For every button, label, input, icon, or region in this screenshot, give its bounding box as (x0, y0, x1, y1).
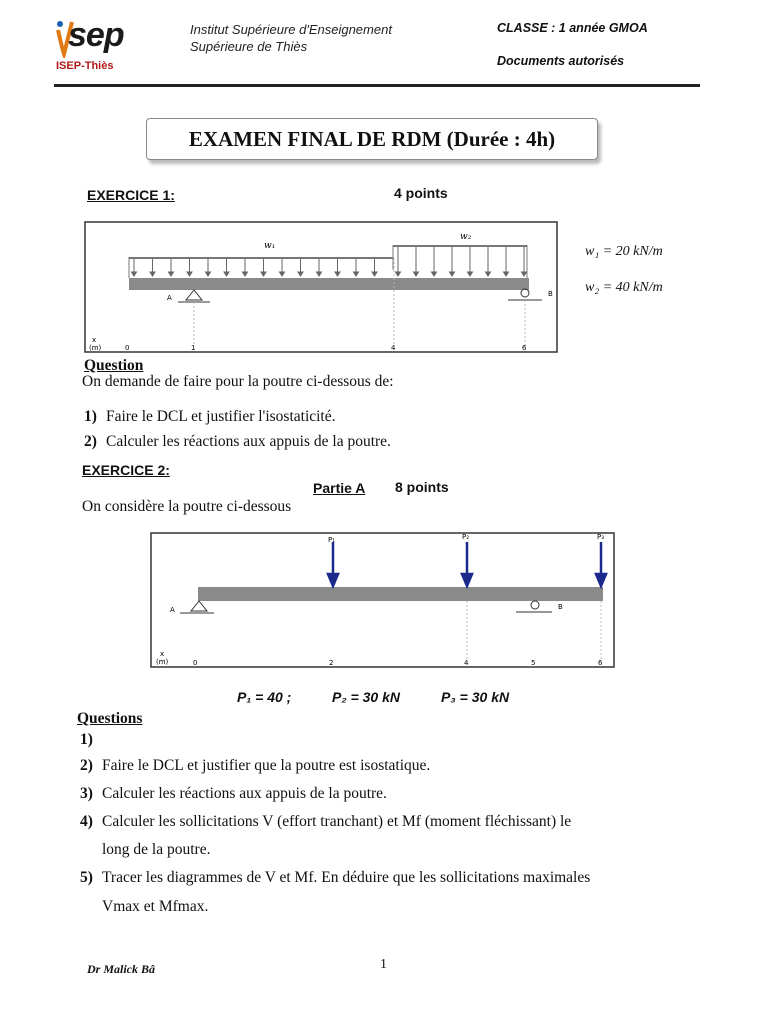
question-number: 5) (80, 869, 93, 886)
x-axis-label: x (m) (156, 650, 169, 666)
question-item (80, 757, 430, 775)
question-item (80, 869, 590, 887)
p2-label: P₂ (462, 533, 470, 541)
exercise-2-heading: EXERCICE 2: (82, 462, 170, 478)
tick-label: 4 (391, 344, 396, 352)
support-b-label: B (548, 290, 553, 298)
institution-line-1: Institut Supérieure d'Enseignement (190, 22, 392, 37)
load-p1: P₁ = 40 ; (237, 689, 292, 705)
question-text: Vmax et Mfmax. (102, 898, 209, 915)
questions-heading: Questions (77, 710, 143, 727)
exam-title-box (146, 118, 598, 160)
exercise-1-points: 4 points (394, 185, 448, 201)
question-item (80, 898, 208, 916)
beam-1-diagram (84, 218, 559, 356)
load-p2: P₂ = 30 kN (332, 689, 400, 705)
question-text: Faire le DCL et justifier que la poutre est isostatique. (102, 757, 431, 774)
exercise-1-figure (84, 218, 559, 356)
question-number: 1) (80, 731, 93, 748)
exercise-2-figure (150, 530, 615, 670)
tick-label: 2 (329, 659, 334, 667)
question-text: long de la poutre. (102, 841, 211, 858)
question-number: 3) (80, 785, 93, 802)
question-heading: Question (84, 357, 144, 374)
tick-label: 6 (522, 344, 527, 352)
exercise-2-points: 8 points (395, 479, 449, 495)
tick-label: 4 (464, 659, 469, 667)
p3-label: P₃ (597, 533, 605, 541)
logo (54, 16, 134, 74)
footer-author: Dr Malick Bâ (87, 962, 156, 976)
question-text: Calculer les réactions aux appuis de la poutre. (106, 433, 391, 450)
exercise-2-intro: On considère la poutre ci-dessous (82, 498, 292, 515)
question-text: Faire le DCL et justifier l'isostaticité. (106, 408, 336, 425)
support-a-label: A (170, 606, 175, 614)
load-p3: P₃ = 30 kN (441, 689, 510, 705)
question-number: 2) (84, 433, 97, 450)
beam-2-diagram (150, 530, 615, 670)
question-item (84, 408, 336, 426)
w2-label: w₂ (460, 232, 472, 242)
tick-label: 6 (598, 659, 603, 667)
question-text: Calculer les sollicitations V (effort tranchant) et Mf (moment fléchissant) le (102, 813, 572, 830)
question-item (80, 841, 210, 859)
tick-label: 5 (531, 659, 536, 667)
tick-label: 0 (125, 344, 130, 352)
load-w1: w₁ = 20 kN/m (585, 244, 663, 259)
question-item (80, 731, 102, 749)
class-label: CLASSE : 1 année GMOA (497, 21, 648, 35)
support-a-label: A (167, 294, 172, 302)
question-item (84, 433, 391, 451)
part-a-heading: Partie A (313, 480, 366, 496)
tick-label: 1 (191, 344, 196, 352)
logo-text: sep (68, 16, 124, 54)
exam-title: EXAMEN FINAL DE RDM (Durée : 4h) (188, 126, 556, 151)
exercise-1-intro: On demande de faire pour la poutre ci-dessous de: (82, 373, 394, 390)
documents-label: Documents autorisés (497, 54, 625, 68)
w1-label: w₁ (264, 241, 276, 251)
question-number: 2) (80, 757, 93, 774)
question-text: Tracer les diagrammes de V et Mf. En déduire que les sollicitations maximales (102, 869, 591, 886)
logo-subtitle: ISEP-Thiès (56, 60, 114, 72)
p1-label: P₁ (328, 536, 336, 544)
question-number: 1) (84, 408, 97, 425)
page-number: 1 (380, 957, 387, 972)
header-rule (54, 84, 700, 87)
question-item (80, 813, 571, 831)
load-w2: w₂ = 40 kN/m (585, 280, 663, 295)
institution-line-2: Supérieure de Thiès (190, 39, 308, 54)
x-axis-label: x (m) (89, 336, 102, 352)
question-item (80, 785, 387, 803)
tick-label: 0 (193, 659, 198, 667)
exercise-1-heading: EXERCICE 1: (87, 187, 175, 203)
question-number: 4) (80, 813, 93, 830)
support-b-label: B (558, 603, 563, 611)
question-text: Calculer les réactions aux appuis de la poutre. (102, 785, 387, 802)
